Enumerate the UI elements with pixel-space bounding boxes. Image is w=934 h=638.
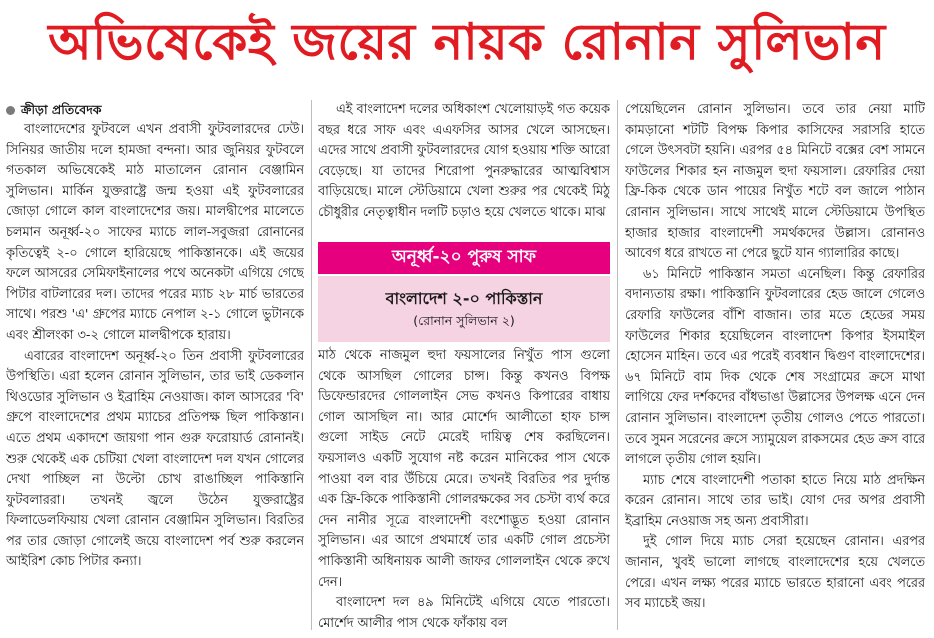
score-box <box>318 242 610 342</box>
paragraph: বাংলাদেশ দল ৪৯ মিনিটেই এগিয়ে যেতে পারতো। মোর্শেদ আলীর পাস থেকে ফাঁকায় বল <box>318 595 610 631</box>
paragraph: বাংলাদেশের ফুটবলে এখন প্রবাসী ফুটবলারদের ঢেউ। সিনিয়র জাতীয় দলে হামজা বন্দনা। আর জুনিয়র ফুটবলে গতকাল অভিষেকেই মাঠ মাতালেন রোনান বেঞ্জামিন সুলিভান। মার্কিন যুক্তরাষ্ট্রে জন্ম হওয়া এই ফুটবলারের জোড়া গোলে কাল বাংলাদেশের জয়। মালদ্বীপের মালেতে চলমান অনূর্ধ্ব-২০ সাফের ম্যাচে লাল-সবুজরা রোনানের কৃতিত্বেই ২-০ গোলে হারিয়েছে পাকিস্তানকে। এই জয়ের ফলে আসরের সেমিফাইনালের পথে অনেকটা এগিয়ে গেছে পিটার বাটলারের দল। তাদের পরের ম্যাচ ২৮ মার্চ ভারতের সাথে। পরশু 'এ' গ্রুপের ম্যাচে নেপাল ২-১ গোলে ভুটানকে এবং শ্রীলংকা ৩-২ গোলে মালদ্বীপকে হারায়। <box>6 122 304 343</box>
article-column-3 <box>625 100 925 638</box>
article-column-1 <box>6 100 304 638</box>
scorer-line: (রোনান সুলিভান ২) <box>413 313 515 328</box>
score-box-header: অনূর্ধ্ব-২০ পুরুষ সাফ <box>318 242 610 274</box>
paragraph: ৬১ মিনিটে পাকিস্তান সমতা এনেছিল। কিন্তু রেফারির বদান্যতায় রক্ষা। পাকিস্তানি ফুটবলারের হেড জালে গেলেও রেফারি ফাউলের বাঁশি বাজান। তার মতে হেডের সময় ফাউলের শিকার হয়েছিলেন বাংলাদেশ কিপার ইসমাইল হোসেন মাহিন। তবে এর পরেই ব্যবধান দ্বিগুণ বাংলাদেশের। ৬৭ মিনিটে বাম দিক থেকে শেষ সংগ্রামের ক্রসে মাথা লাগিয়ে ফের দর্শকদের বাঁধভাঙা উল্লাসের উপলক্ষ এনে দেন রোনান সুলিভান। বাংলাদেশ তৃতীয় গোলও পেতে পারতো। তবে সুমন সরেনের ক্রসে স্যামুয়েল রাকসমের হেড ক্রস বারে লাগলে তৃতীয় গোল হয়নি। <box>625 266 925 468</box>
paragraph: এবারের বাংলাদেশ অনূর্ধ্ব-২০ তিন প্রবাসী ফুটবলারের উপস্থিতি। এরা হলেন রোনান সুলিভান, তার ভাই ডেকলান থিওডোর সুলিভান ও ইব্রাহিম নেওয়াজ। কাল আসরের 'বি' গ্রুপে বাংলাদেশের প্রথম ম্যাচের প্রতিপক্ষ ছিল পাকিস্তান। এতে প্রথম একাদশে জায়গা পান গুরু ফরোয়ার্ড রোনানই। শুরু থেকেই এক চেটিয়া খেলা বাংলাদেশ দল যখন গোলের দেখা পাচ্ছিল না উল্টো চোখ রাঙাচ্ছিল পাকিস্তানি ফুটবলাররা। তখনই জ্বলে উঠেন যুক্তরাষ্ট্রের ফিলাডেলফিয়ায় খেলা রোনান বেঞ্জামিন সুলিভান। বিরতির পর তার জোড়া গোলেই জয়ে বাংলাদেশ পর্ব শুরু করলেন আইরিশ কোচ পিটার কন্যা। <box>6 348 304 570</box>
paragraph: পেয়েছিলেন রোনান সুলিভান। তবে তার নেয়া মাটি কামড়ানো শটটি বিপক্ষ কিপার কাসিফের সরাসরি হাতে গেলে উৎসবটা হয়নি। এরপর ৫৪ মিনিটে বক্সের বেশ সামনে ফাউলের শিকার হন নাজমুল হুদা ফয়সাল। রেফারির দেয়া ফ্রি-কিক থেকে ডান পায়ের নিখুঁত শটে বল জালে পাঠান রোনান সুলিভান। সাথে সাথেই মালে স্টেডিয়ামে উপস্থিত হাজার হাজার বাংলাদেশী সমর্থকদের উল্লাস। রোনানও আবেগ ধরে রাখতে না পেরে ছুটে যান গ্যালারির কাছে। <box>625 102 925 262</box>
paragraph: এই বাংলাদেশ দলের অধিকাংশ খেলোয়াড়ই গত কয়েক বছর ধরে সাফ এবং এএফসির আসর খেলে আসছেন। এদের সাথে প্রবাসী ফুটবলারদের যোগ হওয়ায় শক্তি আরো বেড়েছে। যা তাদের শিরোপা পুনরুদ্ধারের আত্মবিশ্বাস বাড়িয়েছে। মালে স্টেডিয়ামে খেলা শুরুর পর থেকেই মিঠু চৌধুরীর নেতৃত্বাধীন দলটি চড়াও হয়ে খেলতে থাকে। মাঝ <box>318 102 610 220</box>
bullet-icon <box>6 106 15 115</box>
byline <box>6 100 304 120</box>
paragraph: মাঠ থেকে নাজমুল হুদা ফয়সালের নিখুঁত পাস গুলো থেকে আসছিল গোলের চান্স। কিন্তু কখনও বিপক্ষ ডিফেন্ডারদের গোললাইন সেভ কখনও কিপারের বাধায় গোল আসছিল না। আর মোর্শেদ আলীতো হাফ চান্স গুলো সাইড নেটে মেরেই দায়িত্ব শেষ করছিলেন। ফয়সালও একটি সুযোগ নষ্ট করেন মানিকের পাস থেকে পাওয়া বল বার উঁচিয়ে মেরে। তখনই বিরতির পর দুর্দান্ত এক ফ্রি-কিকে পাকিস্তানী গোলরক্ষকের সব চেস্টা ব্যর্থ করে দেন নানীর সূত্রে বাংলাদেশী বংশোদ্ভূত হওয়া রোনান সুলিভান। এর আগে প্রথমার্ধে তার একটি গোল প্রচেস্টা পাকিস্তানী অধিনায়ক আলী জাফর গোললাইন থেকে রুখে দেন। <box>318 348 610 590</box>
paragraph: ম্যাচ শেষে বাংলাদেশী পতাকা হাতে নিয়ে মাঠ প্রদক্ষিন করেন রোনান। সাথে তার ভাই। যোগ দের অপর প্রবাসী ইব্রাহিম নেওয়াজ সহ অন্য প্রবাসীরা। <box>625 472 925 529</box>
headline: অভিষেকেই জয়ের নায়ক রোনান সুলিভান <box>48 12 886 71</box>
paragraph: দুই গোল দিয়ে ম্যাচ সেরা হয়েছেন রোনান। এরপর জানান, খুবই ভালো লাগছে বাংলাদেশের হয়ে খেলতে পেরে। এখন লক্ষ্য পরের ম্যাচে ভারতে হারানো এবং পরের সব ম্যাচেই জয়। <box>625 534 925 612</box>
score-box-body <box>318 276 610 342</box>
byline-text: ক্রীড়া প্রতিবেদক <box>21 102 102 117</box>
score-line: বাংলাদেশ ২-০ পাকিস্তান <box>385 289 543 308</box>
article-column-2-bottom <box>318 346 610 638</box>
column-divider <box>617 100 618 630</box>
article-column-2-top <box>318 100 610 258</box>
column-divider <box>311 100 312 630</box>
